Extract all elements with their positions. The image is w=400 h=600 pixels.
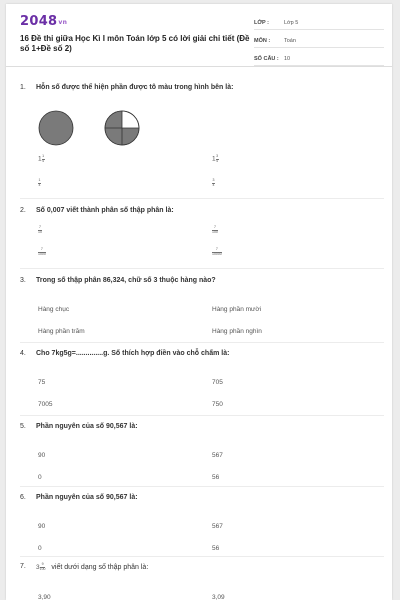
meta-value: Lớp 5 [284,19,299,26]
option-d[interactable]: Hàng phần nghìn [212,328,262,335]
option-a[interactable]: 75 [38,379,46,386]
option-fraction: $\frac{3}{4}$ [212,178,215,187]
meta-value: Toán [284,37,296,44]
question-text: viết dưới dạng số thập phân là: [51,563,149,571]
options-grid [20,214,384,254]
meta-row-subject [254,34,384,48]
divider [20,342,384,343]
option-b[interactable]: 3,09 [212,594,225,600]
question-title [20,207,384,214]
meta-label: MÔN : [254,37,271,44]
option-c[interactable] [38,248,46,256]
option-a[interactable]: 90 [38,523,46,530]
option-fraction: $\frac{3}{4}$ [216,154,219,163]
question-number: 2. [20,207,26,214]
exam-sheet [6,4,392,600]
question-text: Phần nguyên của số 90,567 là: [36,423,138,430]
option-c[interactable] [38,179,41,187]
option-c[interactable]: 0 [38,545,42,552]
question-text: Trong số thập phân 86,324, chữ số 3 thuộc hàng nào? [36,277,216,284]
meta-value: 10 [284,55,291,62]
document-meta [254,16,384,70]
question-number: 1. [20,84,26,91]
question-4 [20,350,384,408]
option-a[interactable]: Hàng chục [38,306,70,313]
fraction-circles-figure [38,108,148,148]
options-grid [20,430,384,481]
question-expression [36,563,148,571]
question-title [20,84,384,91]
option-a[interactable] [38,155,45,163]
option-fraction: $\frac{1}{4}$ [42,154,45,163]
document-title: 16 Đề thi giữa Học Kì I môn Toán lớp 5 có lời giải chi tiết (Đề số 1+Đề số 2) [20,34,250,53]
question-1 [20,84,384,91]
divider [20,556,384,557]
options-grid [20,357,384,408]
question-7 [20,563,384,600]
question-5 [20,423,384,481]
option-whole: 1 [212,155,216,163]
option-d[interactable]: 56 [212,545,220,552]
question-text: Số 0,007 viết thành phân số thập phân là: [36,207,174,214]
option-c[interactable]: 7005 [38,401,53,408]
options-grid [20,284,384,335]
question-2 [20,207,384,254]
question-text: Phần nguyên của số 90,567 là: [36,494,138,501]
option-a[interactable] [38,226,42,234]
option-fraction: $\frac{7}{10}$ [38,225,42,234]
option-b[interactable]: 705 [212,379,223,386]
document-header [6,4,392,67]
option-b[interactable]: Hàng phần mười [212,306,262,313]
question-title [20,277,384,284]
divider [20,415,384,416]
question-text: Hỗn số được thể hiện phần được tô màu trong hình bên là: [36,84,234,91]
question-text: Cho 7kg5g=..............g. Số thích hợp điền vào chỗ chấm là: [36,350,230,357]
question-number: 5. [20,423,26,430]
question-title [20,563,384,571]
options-grid [20,571,384,600]
divider [20,198,384,199]
option-c[interactable]: Hàng phần trăm [38,328,85,335]
option-d[interactable] [212,248,222,256]
option-d[interactable] [212,179,215,187]
meta-row-count [254,52,384,66]
meta-label: LỚP : [254,19,269,26]
logo-suffix: vn [58,19,68,26]
question-title [20,494,384,501]
question-number: 3. [20,277,26,284]
question-title [20,423,384,430]
question-6 [20,494,384,552]
meta-label: SỐ CÂU : [254,55,279,62]
three-quarter-circle [105,111,139,145]
option-fraction: $\frac{7}{100}$ [212,225,218,234]
option-b[interactable]: 567 [212,452,223,459]
option-b[interactable] [212,226,218,234]
question-number: 7. [20,563,26,570]
full-shaded-circle [39,111,73,145]
option-fraction: $\frac{7}{10000}$ [212,247,222,256]
divider [20,268,384,269]
question-number: 4. [20,350,26,357]
site-logo[interactable] [20,14,67,29]
options-grid [20,149,384,189]
option-c[interactable]: 0 [38,474,42,481]
divider [20,486,384,487]
option-whole: 1 [38,155,42,163]
option-fraction: $\frac{7}{1000}$ [38,247,46,256]
question-3 [20,277,384,335]
option-b[interactable]: 567 [212,523,223,530]
question-1-options [20,149,384,189]
option-b[interactable] [212,155,219,163]
mixed-whole: 3 [36,563,40,571]
option-a[interactable]: 3,90 [38,594,51,600]
question-number: 6. [20,494,26,501]
logo-text: 2048 [20,14,58,29]
options-grid [20,501,384,552]
option-a[interactable]: 90 [38,452,46,459]
option-d[interactable]: 56 [212,474,220,481]
option-d[interactable]: 750 [212,401,223,408]
meta-row-class [254,16,384,30]
question-title [20,350,384,357]
mixed-fraction: $\frac{9}{100}$ [39,562,46,571]
option-fraction: $\frac{1}{4}$ [38,178,41,187]
